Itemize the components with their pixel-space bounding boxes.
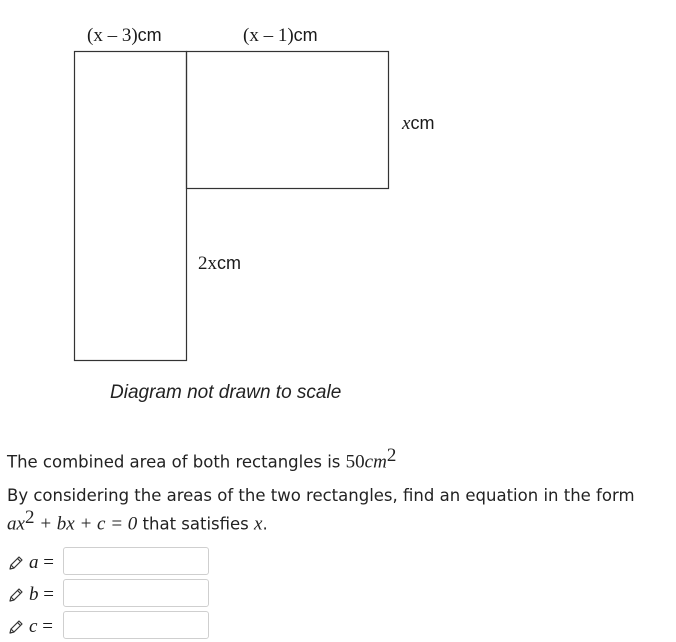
middle-unit: cm xyxy=(217,253,241,273)
pencil-icon xyxy=(7,554,25,572)
area-exponent: 2 xyxy=(386,445,397,466)
answer-label-b: b = xyxy=(29,584,54,605)
middle-expression: 2x xyxy=(198,253,217,274)
top-left-unit: cm xyxy=(137,25,162,45)
answer-input-a[interactable] xyxy=(63,547,209,575)
answer-row-b xyxy=(7,580,54,610)
top-right-dimension xyxy=(243,24,318,47)
right-unit: cm xyxy=(410,113,435,133)
area-statement: The combined area of both rectangles is xyxy=(7,452,346,472)
equation-variable: x xyxy=(254,513,263,535)
scale-note: Diagram not drawn to scale xyxy=(110,382,342,403)
top-left-expression: (x – 3) xyxy=(87,25,138,46)
pencil-icon xyxy=(7,586,25,604)
equation-rest: + bx + c = 0 xyxy=(34,513,138,535)
question-line-2: By considering the areas of the two rectangles, find an equation in the form xyxy=(7,486,635,505)
answer-row-a xyxy=(7,548,54,578)
pencil-icon xyxy=(7,618,25,636)
equation-period: . xyxy=(262,514,268,534)
equation-lead: ax xyxy=(7,513,25,535)
equation-exponent: 2 xyxy=(24,507,35,528)
answer-input-c[interactable] xyxy=(63,611,209,639)
answer-input-b[interactable] xyxy=(63,579,209,607)
question-line-3 xyxy=(7,507,268,536)
right-dimension xyxy=(402,112,434,135)
top-right-expression: (x – 1) xyxy=(243,25,294,46)
answer-label-c: c = xyxy=(29,616,53,637)
middle-dimension xyxy=(198,252,241,275)
wide-rectangle xyxy=(187,52,389,189)
equation-trailer: that satisfies xyxy=(137,514,255,534)
area-unit: cm xyxy=(364,451,387,473)
question-line-1 xyxy=(7,445,396,474)
top-left-dimension xyxy=(87,24,162,47)
top-right-unit: cm xyxy=(293,25,318,45)
tall-rectangle xyxy=(75,52,187,361)
right-expression: x xyxy=(402,113,411,134)
area-value: 50 xyxy=(345,451,365,473)
answer-label-a: a = xyxy=(29,552,54,573)
answer-row-c xyxy=(7,612,53,642)
